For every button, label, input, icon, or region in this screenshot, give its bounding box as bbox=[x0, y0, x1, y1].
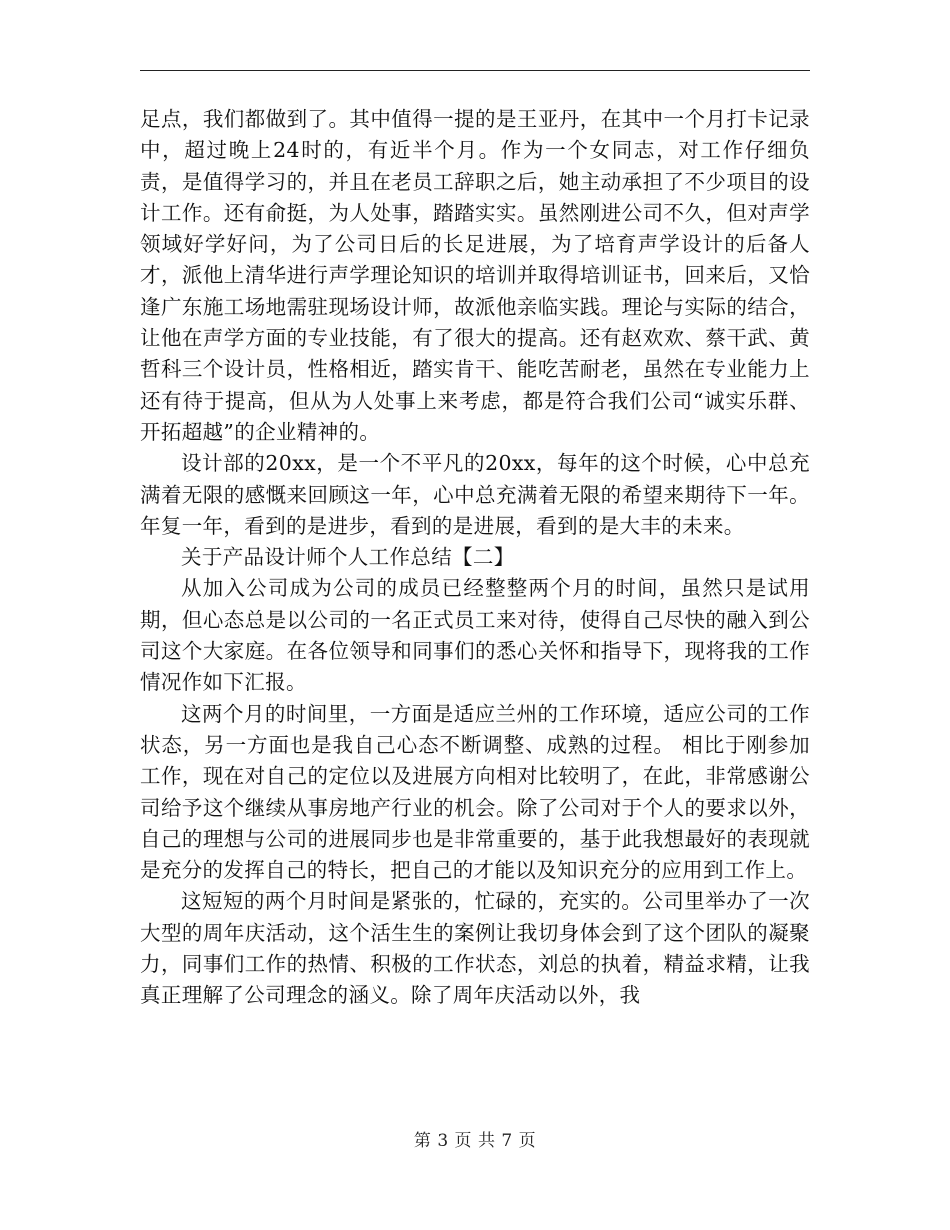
paragraph-two-months: 这两个月的时间里，一方面是适应兰州的工作环境，适应公司的工作状态，另一方面也是我自己心态不断调整、成熟的过程。 相比于刚参加工作，现在对自己的定位以及进展方向相对比较明了，在此，非常感谢公司给予这个继续从事房地产行业的机会。除了公司对于个人的要求以外，自己的理想与公司的进展同步也是非常重要的，基于此我想最好的表现就是充分的发挥自己的特长，把自己的才能以及知识充分的应用到工作上。 bbox=[140, 701, 810, 883]
header-rule bbox=[140, 70, 810, 71]
paragraph-design-dept-summary: 设计部的20xx，是一个不平凡的20xx，每年的这个时候，心中总充满着无限的感慨来回顾这一年，心中总充满着无限的希望来期待下一年。年复一年，看到的是进步，看到的是进展，看到的是大丰的未来。 bbox=[140, 451, 810, 538]
page-number-footer: 第 3 页 共 7 页 bbox=[413, 1131, 537, 1151]
section-heading: 关于产品设计师个人工作总结【二】 bbox=[181, 545, 515, 570]
paragraph-continued: 足点，我们都做到了。其中值得一提的是王亚丹，在其中一个月打卡记录中，超过晚上24时的，有近半个月。作为一个女同志，对工作仔细负责，是值得学习的，并且在老员工辞职之后，她主动承担了不少项目的设计工作。还有俞挺，为人处事，踏踏实实。虽然刚进公司不久，但对声学领域好学好问，为了公司日后的长足进展，为了培育声学设计的后备人才，派他上清华进行声学理论知识的培训并取得培训证书，回来后，又恰逢广东施工场地需驻现场设计师，故派他亲临实践。理论与实际的结合，让他在声学方面的专业技能，有了很大的提高。还有赵欢欢、蔡干武、黄哲科三个设计员，性格相近，踏实肯干、能吃苦耐老，虽然在专业能力上还有待于提高，但从为人处事上来考虑，都是符合我们公司“诚实乐群、开拓超越”的企业精神的。 bbox=[140, 107, 810, 444]
paragraph-anniversary: 这短短的两个月时间是紧张的，忙碌的，充实的。公司里举办了一次大型的周年庆活动，这个活生生的案例让我切身体会到了这个团队的凝聚力，同事们工作的热情、积极的工作状态，刘总的执着，精益求精，让我真正理解了公司理念的涵义。除了周年庆活动以外，我 bbox=[140, 889, 810, 1008]
paragraph-intro: 从加入公司成为公司的成员已经整整两个月的时间，虽然只是试用期，但心态总是以公司的一名正式员工来对待，使得自己尽快的融入到公司这个大家庭。在各位领导和同事们的悉心关怀和指导下，现将我的工作情况作如下汇报。 bbox=[140, 576, 810, 695]
document-body bbox=[140, 104, 810, 1012]
